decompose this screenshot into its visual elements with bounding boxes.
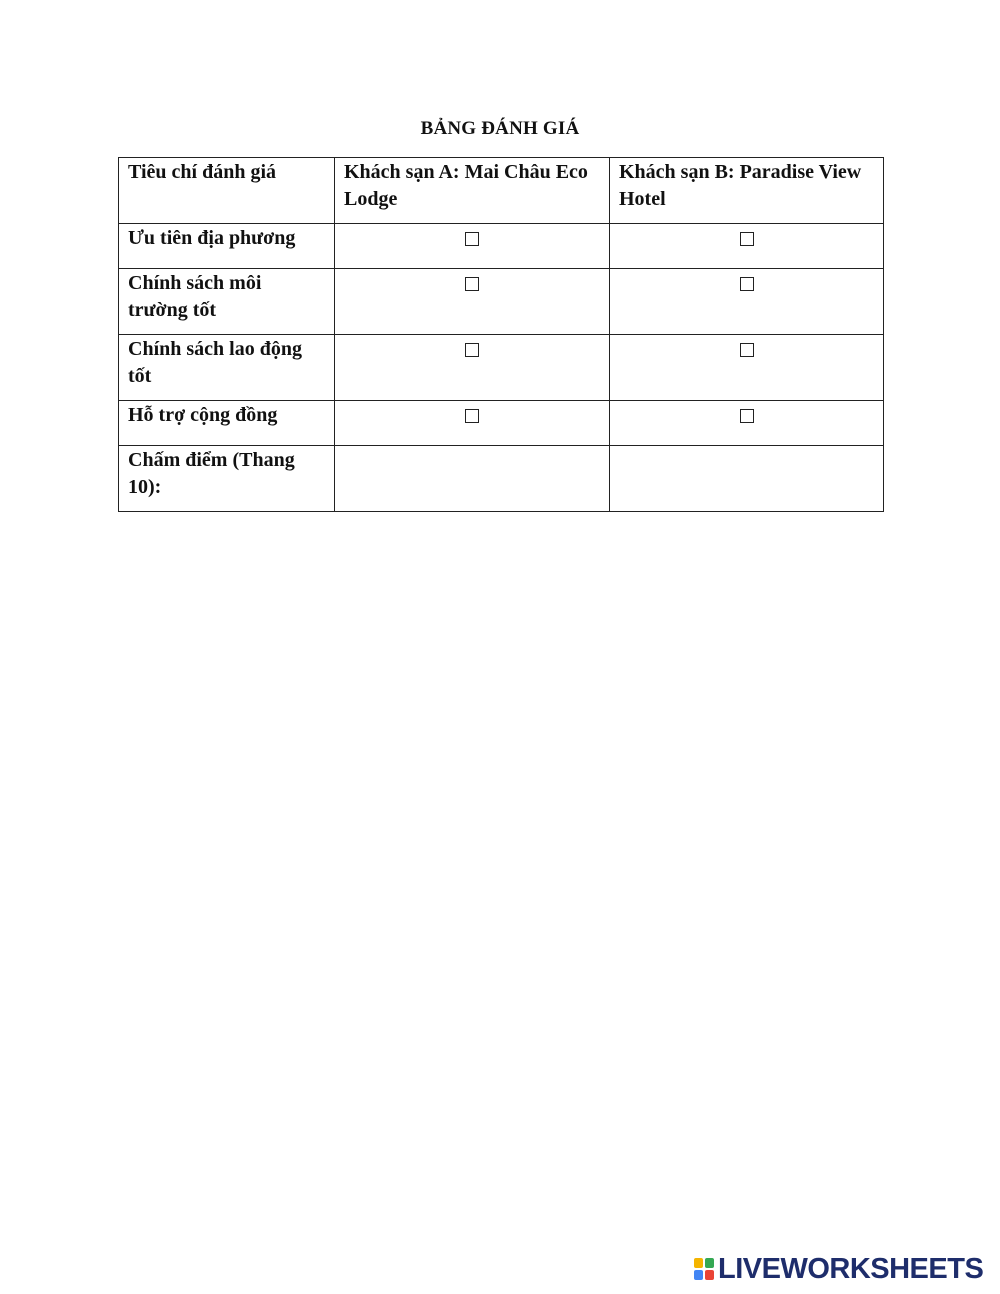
criterion-label: Chính sách môi trường tốt: [119, 269, 335, 335]
header-criteria: Tiêu chí đánh giá: [119, 158, 335, 224]
table-row: [119, 269, 884, 335]
hotel-b-cell: [610, 269, 884, 335]
hotel-b-cell: [610, 401, 884, 446]
table-row: [119, 446, 884, 512]
logo-square-icon: [694, 1270, 703, 1280]
criterion-label: Hỗ trợ cộng đồng: [119, 401, 335, 446]
page-title: BẢNG ĐÁNH GIÁ: [420, 118, 580, 139]
header-hotel-a: Khách sạn A: Mai Châu Eco Lodge: [335, 158, 610, 224]
criterion-label: Chấm điểm (Thang 10):: [119, 446, 335, 512]
logo-mark-icon: [694, 1258, 714, 1280]
criterion-label: Ưu tiên địa phương: [119, 224, 335, 269]
table-row: [119, 335, 884, 401]
hotel-a-checkbox[interactable]: [465, 232, 479, 246]
liveworksheets-logo: [694, 1253, 983, 1285]
logo-text: LIVEWORKSHEETS: [718, 1252, 984, 1285]
hotel-a-cell: [335, 335, 610, 401]
header-hotel-b: Khách sạn B: Paradise View Hotel: [610, 158, 884, 224]
table-row: [119, 224, 884, 269]
hotel-a-checkbox[interactable]: [465, 277, 479, 291]
hotel-b-cell: [610, 335, 884, 401]
hotel-a-cell: [335, 401, 610, 446]
hotel-b-checkbox[interactable]: [740, 343, 754, 357]
hotel-b-checkbox[interactable]: [740, 409, 754, 423]
hotel-a-score-input[interactable]: [335, 446, 610, 512]
hotel-b-score-input[interactable]: [610, 446, 884, 512]
hotel-a-checkbox[interactable]: [465, 343, 479, 357]
hotel-a-cell: [335, 224, 610, 269]
hotel-b-checkbox[interactable]: [740, 232, 754, 246]
hotel-b-checkbox[interactable]: [740, 277, 754, 291]
table-header-row: [119, 158, 884, 224]
logo-square-icon: [705, 1270, 714, 1280]
evaluation-table: [118, 157, 884, 512]
hotel-b-cell: [610, 224, 884, 269]
hotel-a-cell: [335, 269, 610, 335]
criterion-label: Chính sách lao động tốt: [119, 335, 335, 401]
logo-square-icon: [705, 1258, 714, 1268]
hotel-a-checkbox[interactable]: [465, 409, 479, 423]
table-row: [119, 401, 884, 446]
logo-square-icon: [694, 1258, 703, 1268]
